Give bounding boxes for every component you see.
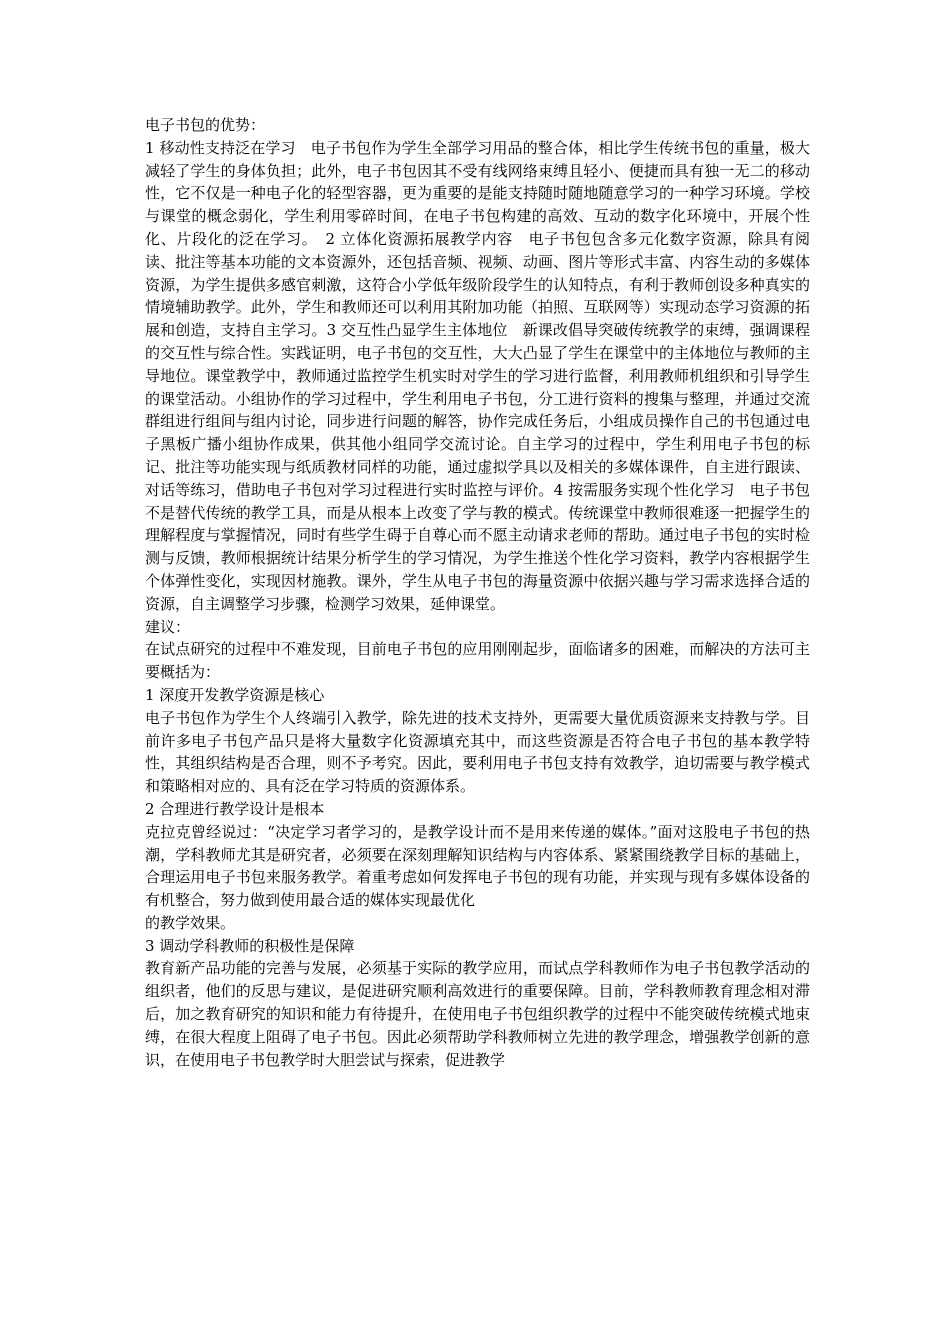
- document-page: [145, 114, 810, 1071]
- advantages-paragraph: 1 移动性支持泛在学习 电子书包作为学生全部学习用品的整合体，相比学生传统书包的重量，极大减轻了学生的身体负担；此外，电子书包因其不受有线网络束缚且轻小、便捷而具有独一无二的移动性，它不仅是一种电子化的轻型容器，更为重要的是能支持随时随地随意学习的一种学习环境。学校与课堂的概念弱化，学生利用零碎时间，在电子书包构建的高效、互动的数字化环境中，开展个性化、片段化的泛在学习。 2 立体化资源拓展教学内容 电子书包包含多元化数字资源，除具有阅读、批注等基本功能的文本资源外，还包括音频、视频、动画、图片等形式丰富、内容生动的多媒体资源，为学生提供多感官刺激，这符合小学低年级阶段学生的认知特点，有利于教师创设多种真实的情境辅助教学。此外，学生和教师还可以利用其附加功能（拍照、互联网等）实现动态学习资源的拓展和创造，支持自主学习。3 交互性凸显学生主体地位 新课改倡导突破传统教学的束缚，强调课程的交互性与综合性。实践证明，电子书包的交互性，大大凸显了学生在课堂中的主体地位与教师的主导地位。课堂教学中，教师通过监控学生机实时对学生的学习进行监督，利用教师机组织和引导学生的课堂活动。小组协作的学习过程中，学生利用电子书包，分工进行资料的搜集与整理，并通过交流群组进行组间与组内讨论，同步进行问题的解答，协作完成任务后，小组成员操作自己的书包通过电子黑板广播小组协作成果，供其他小组同学交流讨论。自主学习的过程中，学生利用电子书包的标记、批注等功能实现与纸质教材同样的功能，通过虚拟学具以及相关的多媒体课件，自主进行跟读、对话等练习，借助电子书包对学习过程进行实时监控与评价。4 按需服务实现个性化学习 电子书包不是替代传统的教学工具，而是从根本上改变了学与教的模式。传统课堂中教师很难逐一把握学生的理解程度与掌握情况，同时有些学生碍于自尊心而不愿主动请求老师的帮助。通过电子书包的实时检测与反馈，教师根据统计结果分析学生的学习情况，为学生推送个性化学习资料，教学内容根据学生个体弹性变化，实现因材施教。课外，学生从电子书包的海量资源中依据兴趣与学习需求选择合适的资源，自主调整学习步骤，检测学习效果，延伸课堂。: [145, 138, 810, 613]
- item-1-heading: 1 深度开发教学资源是核心: [145, 685, 325, 704]
- suggestion-intro-paragraph: 在试点研究的过程中不难发现，目前电子书包的应用刚刚起步，面临诸多的困难，而解决的方法可主要概括为：: [145, 640, 810, 682]
- item-3-paragraph: 教育新产品功能的完善与发展，必须基于实际的教学应用，而试点学科教师作为电子书包教学活动的组织者，他们的反思与建议，是促进研究顺利高效进行的重要保障。目前，学科教师教育理念相对滞后，加之教育研究的知识和能力有待提升，在使用电子书包组织教学的过程中不能突破传统模式地束缚，在很大程度上阻碍了电子书包。因此必须帮助学科教师树立先进的教学理念，增强教学创新的意识，在使用电子书包教学时大胆尝试与探索，促进教学: [145, 959, 810, 1069]
- document-title: 电子书包的优势：: [145, 116, 266, 134]
- item-2-heading: 2 合理进行教学设计是根本: [145, 799, 325, 818]
- item-2-paragraph: 克拉克曾经说过：“决定学习者学习的，是教学设计而不是用来传递的媒体。”面对这股电子书包的热潮，学科教师尤其是研究者，必须要在深刻理解知识结构与内容体系、紧紧围绕教学目标的基础上，合理运用电子书包来服务教学。着重考虑如何发挥电子书包的现有功能，并实现与现有多媒体设备的有机整合，努力做到使用最合适的媒体实现最优化: [145, 822, 810, 910]
- suggestion-heading: 建议：: [145, 617, 191, 636]
- item-1-paragraph: 电子书包作为学生个人终端引入教学，除先进的技术支持外，更需要大量优质资源来支持教与学。目前许多电子书包产品只是将大量数字化资源填充其中，而这些资源是否符合电子书包的基本教学特性，其组织结构是否合理，则不予考究。因此，要利用电子书包支持有效教学，迫切需要与教学模式和策略相对应的、具有泛在学习特质的资源体系。: [145, 708, 810, 796]
- item-2-tail: 的教学效果。: [145, 913, 236, 932]
- item-3-heading: 3 调动学科教师的积极性是保障: [145, 936, 355, 955]
